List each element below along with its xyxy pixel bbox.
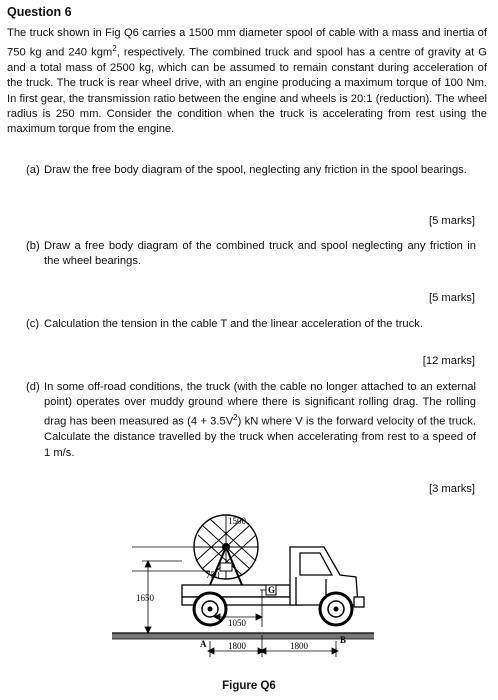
- part-a: [26, 163, 476, 178]
- part-d: [26, 380, 476, 461]
- height-label: 1650: [136, 593, 154, 603]
- part-d-superscript: 2: [233, 413, 238, 423]
- part-c-marks: [12 marks]: [422, 355, 475, 367]
- question-intro: [7, 26, 487, 137]
- part-a-label: (a): [26, 164, 40, 176]
- g-offset-label: 1050: [228, 618, 246, 628]
- part-a-marks: [5 marks]: [428, 215, 475, 227]
- diameter-label: 1500: [228, 516, 246, 526]
- part-d-marks: [3 marks]: [428, 483, 475, 495]
- cg-marker: [260, 585, 276, 627]
- wheelbase-a-label: 1800: [228, 641, 246, 651]
- part-d-label: (d): [26, 381, 40, 393]
- figure-q6: [110, 505, 380, 665]
- part-a-text: Draw the free body diagram of the spool, neglecting any friction in the spool bearings.: [44, 164, 467, 176]
- part-d-text-a: In some off-road conditions, the truck (with the cable no longer attached to an external point) operates over muddy ground where there is significant rolling drag. The rolling drag has been measured as (4 + 3.5V: [44, 381, 476, 429]
- cable-spool: [194, 515, 258, 585]
- wheelbase-b-label: 1800: [290, 641, 308, 651]
- question-heading: Question 6: [7, 5, 72, 19]
- part-b-label: (b): [26, 240, 40, 252]
- intro-text-b: , respectively. The combined truck and spool has a centre of gravity at G and a total mass of 2500 kg, which can be assumed to remain constant during acceleration of the truck. The truck is rear wheel drive, with an engine producing a maximum torque of 100 Nm. In first gear, the transmission ratio between the engine and wheels is 20:1 (reduction). The wheel radius is 250 mm. Consider the condition when the truck is accelerating from rest using the maximum torque from the engine.: [7, 46, 488, 135]
- rear-wheel: [194, 593, 226, 625]
- part-d-text-b: ) kN where V is the forward velocity of the truck. Calculate the distance travelled by the truck when accelerating from rest to a speed of 1 m/s.: [44, 416, 476, 459]
- part-c: [26, 317, 476, 332]
- figure-caption: Figure Q6: [222, 680, 276, 692]
- truck-diagram: [110, 505, 380, 665]
- part-c-label: (c): [26, 318, 40, 330]
- ground: [112, 633, 374, 639]
- spool-offset-label: 750: [206, 570, 220, 580]
- front-wheel: [320, 593, 352, 625]
- part-b-text: Draw a free body diagram of the combined truck and spool neglecting any friction in the wheel bearings.: [44, 240, 476, 268]
- part-d-text: [44, 380, 476, 461]
- point-a-label: A: [200, 639, 207, 649]
- part-b-marks: [5 marks]: [428, 292, 475, 304]
- intro-text-a: The truck shown in Fig Q6 carries a 1500 mm diameter spool of cable with a mass and inertia of 750 kg and 240 kgm: [7, 27, 487, 59]
- part-c-text: Calculation the tension in the cable T and the linear acceleration of the truck.: [44, 318, 423, 330]
- intro-superscript: 2: [112, 44, 117, 54]
- part-b: [26, 239, 476, 269]
- point-b-label: B: [340, 635, 347, 645]
- cg-label: G: [268, 585, 276, 595]
